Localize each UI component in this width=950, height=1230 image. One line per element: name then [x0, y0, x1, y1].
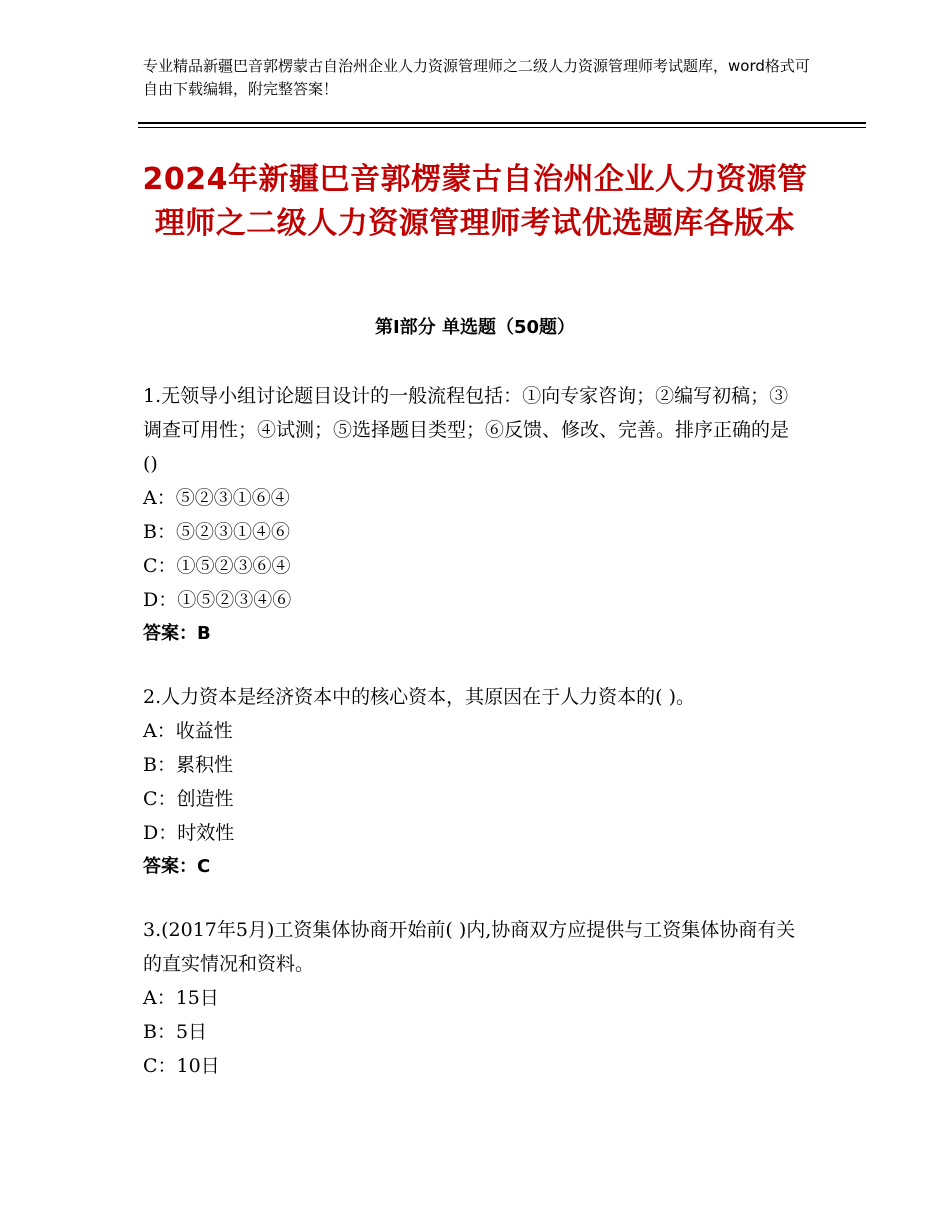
question-1: [143, 379, 803, 651]
option-c: C：10日: [143, 1055, 220, 1077]
answer-label: 答案：B: [143, 623, 211, 644]
question-stem: 3.(2017年5月)工资集体协商开始前( )内,协商双方应提供与工资集体协商有关的直实情况和资料。: [143, 919, 796, 975]
answer-label: 答案：C: [143, 856, 211, 877]
option-a: A：15日: [143, 987, 219, 1009]
option-c: C：①⑤②③⑥④: [143, 555, 291, 577]
question-stem: 2.人力资本是经济资本中的核心资本，其原因在于人力资本的( )。: [143, 686, 695, 708]
option-c: C：创造性: [143, 788, 234, 810]
section-title: 第Ⅰ部分 单选题（50题）: [374, 317, 575, 338]
header-divider-thick: [138, 122, 866, 124]
question-stem: 1.无领导小组讨论题目设计的一般流程包括：①向专家咨询；②编写初稿；③调查可用性；④试测；⑤选择题目类型；⑥反馈、修改、完善。排序正确的是(): [143, 385, 790, 475]
question-list: [143, 379, 803, 1112]
option-b: B：累积性: [143, 754, 233, 776]
document-title: 2024年新疆巴音郭楞蒙古自治州企业人力资源管理师之二级人力资源管理师考试优选题库各版本: [142, 162, 808, 241]
header-note: 专业精品新疆巴音郭楞蒙古自治州企业人力资源管理师之二级人力资源管理师考试题库，word格式可自由下载编辑，附完整答案！: [143, 57, 810, 98]
header-divider-thin: [138, 127, 866, 128]
option-a: A：⑤②③①⑥④: [143, 487, 290, 509]
option-b: B：5日: [143, 1021, 208, 1043]
option-a: A：收益性: [143, 720, 233, 742]
question-2: [143, 680, 803, 884]
option-b: B：⑤②③①④⑥: [143, 521, 290, 543]
option-d: D：①⑤②③④⑥: [143, 589, 292, 611]
option-d: D：时效性: [143, 822, 235, 844]
question-3: [143, 913, 803, 1083]
